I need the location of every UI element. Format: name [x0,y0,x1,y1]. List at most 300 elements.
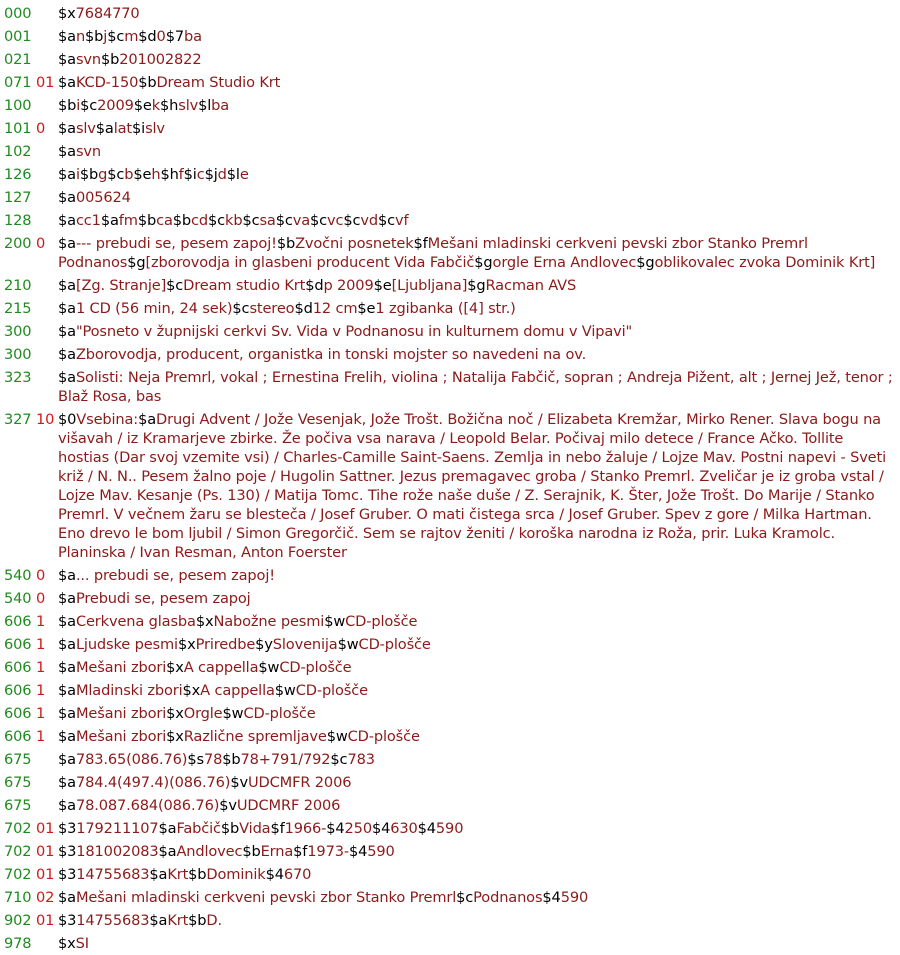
subfield-code: $b [58,97,77,114]
subfield-value: Mešani zbori [75,659,167,676]
subfield-code: $a [58,212,76,229]
subfield-value: p 2009 [323,277,374,294]
subfield-code: $e [357,300,376,317]
subfield-code: $c [242,212,260,229]
subfield-code: $a [58,705,76,722]
subfield-value: 784.4(497.4)(086.76) [75,774,231,791]
subfield-value: SI [75,935,89,952]
subfield-value: Mešani mladinski cerkveni pevski zbor Stanko Premrl Podnanos [58,235,808,271]
subfield-code: $a [58,74,76,91]
marc-field-702 [0,865,900,884]
subfield-code: $x [58,5,76,22]
subfield-code: $b [220,820,240,837]
subfield-code: $b [137,212,157,229]
subfield-code: $x [166,659,184,676]
field-indicators: 1 [36,636,46,653]
subfield-value: 0 [156,28,166,45]
field-indicators: 1 [36,728,46,745]
subfield-value: KCD-150 [75,74,139,91]
subfield-code: $w [274,682,296,699]
subfield-value: --- prebudi se, pesem zapoj! [75,235,277,252]
marc-field-675 [0,796,900,815]
subfield-value: Mešani zbori [75,728,167,745]
subfield-code: $g [127,254,146,271]
field-tag: 128 [4,212,32,229]
subfield-code: $4 [542,889,561,906]
subfield-code: $a [58,189,76,206]
marc-field-606 [0,704,900,723]
subfield-code: $a [58,323,76,340]
subfield-code: $g [467,277,486,294]
subfield-code: $a [58,346,76,363]
subfield-value: Podnanos [473,889,543,906]
subfield-value: 78+791/792 [240,751,331,768]
subfield-value: m [124,28,139,45]
field-tag: 675 [4,774,32,791]
subfield-value: Solisti: Neja Premrl, vokal ; Ernestina Frelih, violina ; Natalija Fabčič, sopran ; Andreja Pižent, alt ; Jernej Jež, tenor ; Blaž Rosa, bas [58,369,893,405]
field-content [58,566,900,585]
subfield-code: $c [456,889,474,906]
field-content [58,934,900,953]
subfield-value: svn [75,143,101,160]
subfield-value: Ljudske pesmi [75,636,178,653]
subfield-value: slv [145,120,165,137]
subfield-value: Nabožne pesmi [213,613,325,630]
subfield-value: sa [259,212,276,229]
subfield-value: slv [178,97,199,114]
subfield-code: $a [58,143,76,160]
subfield-value: Različne spremljave [183,728,327,745]
subfield-value: 630 [390,820,418,837]
field-tag: 101 [4,120,32,137]
subfield-value: A cappella [200,682,275,699]
subfield-value: f [178,166,184,183]
field-content [58,211,900,230]
subfield-value: vd [360,212,379,229]
subfield-value: 1973- [307,843,349,860]
marc-field-200 [0,234,900,272]
subfield-code: $c [378,212,396,229]
subfield-value: kb [225,212,243,229]
subfield-code: $w [324,613,346,630]
subfield-code: $b [242,843,261,860]
marc-field-978 [0,934,900,953]
field-tag: 606 [4,705,32,722]
subfield-code: $a [58,728,76,745]
marc-field-210 [0,276,900,295]
subfield-value: d [217,166,227,183]
subfield-code: $a [58,51,76,68]
field-tag: 300 [4,346,32,363]
field-content [58,96,900,115]
subfield-code: $a [95,120,114,137]
field-content [58,188,900,207]
subfield-value: slv [75,120,96,137]
field-content [58,911,900,930]
marc-field-702 [0,819,900,838]
subfield-code: $4 [326,820,345,837]
subfield-code: $7 [165,28,184,45]
subfield-value: g [98,166,108,183]
field-content [58,73,900,92]
subfield-code: $l [226,166,240,183]
subfield-code: $i [132,120,146,137]
subfield-code: $c [330,751,348,768]
subfield-code: $b [188,912,207,929]
subfield-value: 14755683 [76,866,150,883]
subfield-value: 1 CD (56 min, 24 sek) [75,300,233,317]
field-tag: 702 [4,866,32,883]
marc-field-323 [0,368,900,406]
subfield-value: 590 [435,820,464,837]
subfield-value: Dream studio Krt [183,277,306,294]
field-content [58,773,900,792]
subfield-code: $b [188,866,207,883]
subfield-code: $a [58,28,76,45]
subfield-value: ca [156,212,173,229]
subfield-code: $x [166,705,184,722]
subfield-value: Fabčič [176,820,221,837]
field-content [58,276,900,295]
subfield-code: $a [158,820,177,837]
subfield-code: $a [58,797,76,814]
subfield-value: b [124,166,134,183]
marc-field-902 [0,911,900,930]
subfield-code: $b [100,51,120,68]
subfield-value: stereo [249,300,295,317]
field-content [58,819,900,838]
field-tag: 540 [4,590,32,607]
subfield-code: $f [413,235,428,252]
field-tag: 902 [4,912,32,929]
subfield-code: $x [166,728,184,745]
field-tag: 327 [4,411,32,428]
field-content [58,410,900,562]
subfield-value: Priredbe [195,636,256,653]
subfield-code: $d [138,28,157,45]
subfield-value: Vsebina: [76,411,139,428]
subfield-value: 2009 [97,97,134,114]
subfield-value: 78.087.684(086.76) [75,797,220,814]
field-content [58,888,900,907]
subfield-code: $w [258,659,280,676]
subfield-value: Prebudi se, pesem zapoj [75,590,251,607]
subfield-value: Mešani zbori [75,705,167,722]
subfield-value: fm [118,212,138,229]
field-content [58,589,900,608]
subfield-value: orgle Erna Andlovec [492,254,637,271]
subfield-code: $b [172,212,191,229]
field-indicators: 1 [36,659,46,676]
marc-field-126 [0,165,900,184]
subfield-code: $a [58,567,76,584]
field-content [58,299,900,318]
subfield-code: $a [58,166,76,183]
subfield-code: $3 [58,912,77,929]
subfield-value: Slovenija [272,636,338,653]
subfield-value: 7684770 [75,5,140,22]
subfield-code: $x [195,613,214,630]
subfield-code: $c [107,166,125,183]
marc-field-100 [0,96,900,115]
field-content [58,4,900,23]
field-indicators: 01 [36,866,55,883]
field-tag: 127 [4,189,32,206]
subfield-value: Erna [260,843,294,860]
field-content [58,612,900,631]
field-indicators: 01 [36,843,55,860]
subfield-code: $a [138,411,157,428]
field-content [58,842,900,861]
subfield-code: $3 [58,843,77,860]
subfield-value: ... prebudi se, pesem zapoj! [75,567,275,584]
subfield-code: $a [58,277,76,294]
subfield-value: cc1 [75,212,101,229]
subfield-value: vc [327,212,344,229]
subfield-value: UDCMRF 2006 [236,797,341,814]
subfield-value: Racman AVS [485,277,577,294]
subfield-code: $a [58,613,76,630]
field-content [58,727,900,746]
field-indicators: 0 [36,567,46,584]
subfield-value: 179211107 [76,820,159,837]
marc-field-606 [0,635,900,654]
subfield-code: $v [219,797,237,814]
subfield-code: $a [58,636,76,653]
subfield-value: 005624 [75,189,131,206]
subfield-code: $a [149,912,168,929]
subfield-code: $4 [265,866,284,883]
subfield-value: 783 [347,751,375,768]
subfield-code: $j [204,166,218,183]
subfield-value: 1966- [284,820,327,837]
subfield-value: 201002822 [119,51,202,68]
subfield-value: oblikovalec zvoka Dominik Krt] [654,254,876,271]
subfield-value: Cerkvena glasba [75,613,196,630]
field-content [58,681,900,700]
subfield-code: $d [305,277,324,294]
subfield-code: $4 [348,843,368,860]
field-tag: 200 [4,235,32,252]
field-content [58,165,900,184]
marc-field-021 [0,50,900,69]
subfield-value: 12 cm [312,300,358,317]
subfield-code: $4 [417,820,436,837]
subfield-value: D. [206,912,222,929]
marc-field-702 [0,842,900,861]
subfield-code: $w [222,705,244,722]
subfield-value: Mešani mladinski cerkveni pevski zbor Stanko Premrl [75,889,457,906]
field-tag: 606 [4,659,32,676]
subfield-code: $b [85,28,104,45]
subfield-value: cd [191,212,208,229]
subfield-code: $c [80,97,98,114]
subfield-value: Drugi Advent / Jože Vesenjak, Jože Trošt. Božična noč / Elizabeta Kremžar, Mirko Rener. Slava bogu na višavah / iz Kramarjeve zbirke. Že počiva vsa narava / Leopold Belar. Počivaj milo detece / France Ačko. Tollite hostias (Dar svoj vzemite vsi) / Charles-Camille Saint-Saens. Zemlja in nebo žaluje / Lojze Mav. Postni napevi - Sveti križ / N. N.. Pesem žalno poje / Hugolin Sattner. Jezus premagavec groba / Stanko Premrl. Zveličar je iz groba vstal / Lojze Mav. Kesanje (Ps. 130) / Matija Tomc. Tihe rože naše duše / Z. Serajnik, K. Šter, Jože Trošt. Do Marije / Stanko Premrl. V večnem žaru se blesteča / Josef Gruber. O mati čistega srca / Josef Gruber. Spev z gore / Milka Hartman. Eno drevo le bom ljubil / Simon Gregorčič. Sem se rajtov ženiti / koroška narodna iz Roža, prir. Luka Kramolc. Planinska / Ivan Resman, Anton Foerster [58,411,886,561]
field-content [58,865,900,884]
subfield-value: 78 [203,751,223,768]
field-tag: 071 [4,74,32,91]
subfield-code: $w [326,728,348,745]
subfield-code: $a [58,889,76,906]
field-content [58,796,900,815]
field-tag: 100 [4,97,32,114]
marc-field-101 [0,119,900,138]
subfield-value: j [103,28,108,45]
subfield-code: $a [58,751,76,768]
field-tag: 978 [4,935,32,952]
field-content [58,119,900,138]
marc-field-300 [0,322,900,341]
subfield-value: CD-plošče [358,636,431,653]
subfield-code: $d [294,300,313,317]
subfield-code: $x [177,636,196,653]
marc-field-540 [0,589,900,608]
subfield-code: $g [474,254,493,271]
subfield-value: 250 [344,820,372,837]
marc-field-128 [0,211,900,230]
subfield-code: $h [160,166,179,183]
marc-field-675 [0,773,900,792]
subfield-value: ba [183,28,202,45]
field-indicators: 0 [36,235,46,252]
field-content [58,322,900,341]
marc-field-327 [0,410,900,562]
subfield-code: $b [276,235,296,252]
subfield-code: $a [58,590,76,607]
subfield-code: $i [183,166,197,183]
field-content [58,345,900,364]
subfield-code: $g [636,254,655,271]
subfield-value: 181002083 [76,843,159,860]
field-indicators: 10 [36,411,55,428]
marc-field-606 [0,612,900,631]
field-tag: 000 [4,5,32,22]
subfield-code: $e [133,97,152,114]
subfield-code: $3 [58,820,77,837]
subfield-value: 590 [560,889,589,906]
field-content [58,635,900,654]
subfield-value: c [196,166,205,183]
subfield-code: $a [58,300,76,317]
subfield-value: CD-plošče [347,728,420,745]
marc-field-300 [0,345,900,364]
subfield-code: $c [310,212,328,229]
subfield-value: CD-plošče [243,705,316,722]
subfield-code: $a [58,369,76,386]
marc-field-071 [0,73,900,92]
subfield-value: i [76,97,81,114]
subfield-value: Zvočni posnetek [295,235,414,252]
subfield-code: $y [255,636,273,653]
subfield-code: $c [107,28,125,45]
subfield-value: e [239,166,249,183]
field-indicators: 01 [36,820,55,837]
subfield-value: Mladinski zbori [75,682,183,699]
field-content [58,704,900,723]
subfield-value: [Ljubljana] [391,277,468,294]
subfield-value: Krt [167,866,189,883]
field-content [58,50,900,69]
subfield-value: svn [75,51,101,68]
field-tag: 102 [4,143,32,160]
subfield-value: 14755683 [76,912,150,929]
field-tag: 021 [4,51,32,68]
field-tag: 215 [4,300,32,317]
subfield-code: $e [373,277,392,294]
field-tag: 126 [4,166,32,183]
subfield-code: $f [293,843,308,860]
subfield-value: lat [113,120,133,137]
subfield-value: Vida [239,820,271,837]
field-indicators: 0 [36,120,46,137]
field-content [58,234,900,272]
subfield-value: Dream Studio Krt [156,74,281,91]
field-tag: 606 [4,636,32,653]
subfield-value: 670 [283,866,312,883]
marc-field-001 [0,27,900,46]
subfield-code: $c [275,212,293,229]
field-tag: 210 [4,277,32,294]
subfield-code: $a [58,774,76,791]
field-indicators: 02 [36,889,55,906]
field-indicators: 01 [36,74,55,91]
subfield-value: Orgle [183,705,223,722]
subfield-code: $c [232,300,250,317]
subfield-code: $v [230,774,248,791]
subfield-value: vf [395,212,409,229]
subfield-value: A cappella [183,659,259,676]
subfield-value: Andlovec [176,843,243,860]
field-tag: 001 [4,28,32,45]
subfield-code: $w [337,636,359,653]
subfield-code: $a [100,212,119,229]
marc-field-000 [0,4,900,23]
field-tag: 323 [4,369,32,386]
subfield-value: va [292,212,310,229]
subfield-value: 783.65(086.76) [75,751,188,768]
field-tag: 702 [4,820,32,837]
subfield-value: CD-plošče [345,613,418,630]
subfield-value: CD-plošče [279,659,352,676]
field-tag: 702 [4,843,32,860]
subfield-value: n [75,28,86,45]
subfield-value: 590 [367,843,395,860]
field-tag: 675 [4,751,32,768]
subfield-code: $b [222,751,241,768]
subfield-value: UDCMFR 2006 [247,774,352,791]
subfield-code: $4 [371,820,391,837]
subfield-value: "Posneto v župnijski cerkvi Sv. Vida v Podnanosu in kulturnem domu v Vipavi" [75,323,633,340]
subfield-value: ba [211,97,230,114]
marc-field-540 [0,566,900,585]
subfield-code: $b [79,166,99,183]
field-tag: 300 [4,323,32,340]
field-indicators: 1 [36,613,46,630]
field-indicators: 01 [36,912,55,929]
subfield-code: $a [58,120,76,137]
subfield-code: $a [58,235,76,252]
field-indicators: 1 [36,682,46,699]
field-tag: 606 [4,728,32,745]
subfield-code: $f [270,820,285,837]
subfield-code: $3 [58,866,77,883]
marc-field-606 [0,658,900,677]
field-content [58,368,900,406]
subfield-code: $h [160,97,179,114]
subfield-code: $b [138,74,157,91]
subfield-code: $a [149,866,168,883]
subfield-code: $a [58,659,76,676]
